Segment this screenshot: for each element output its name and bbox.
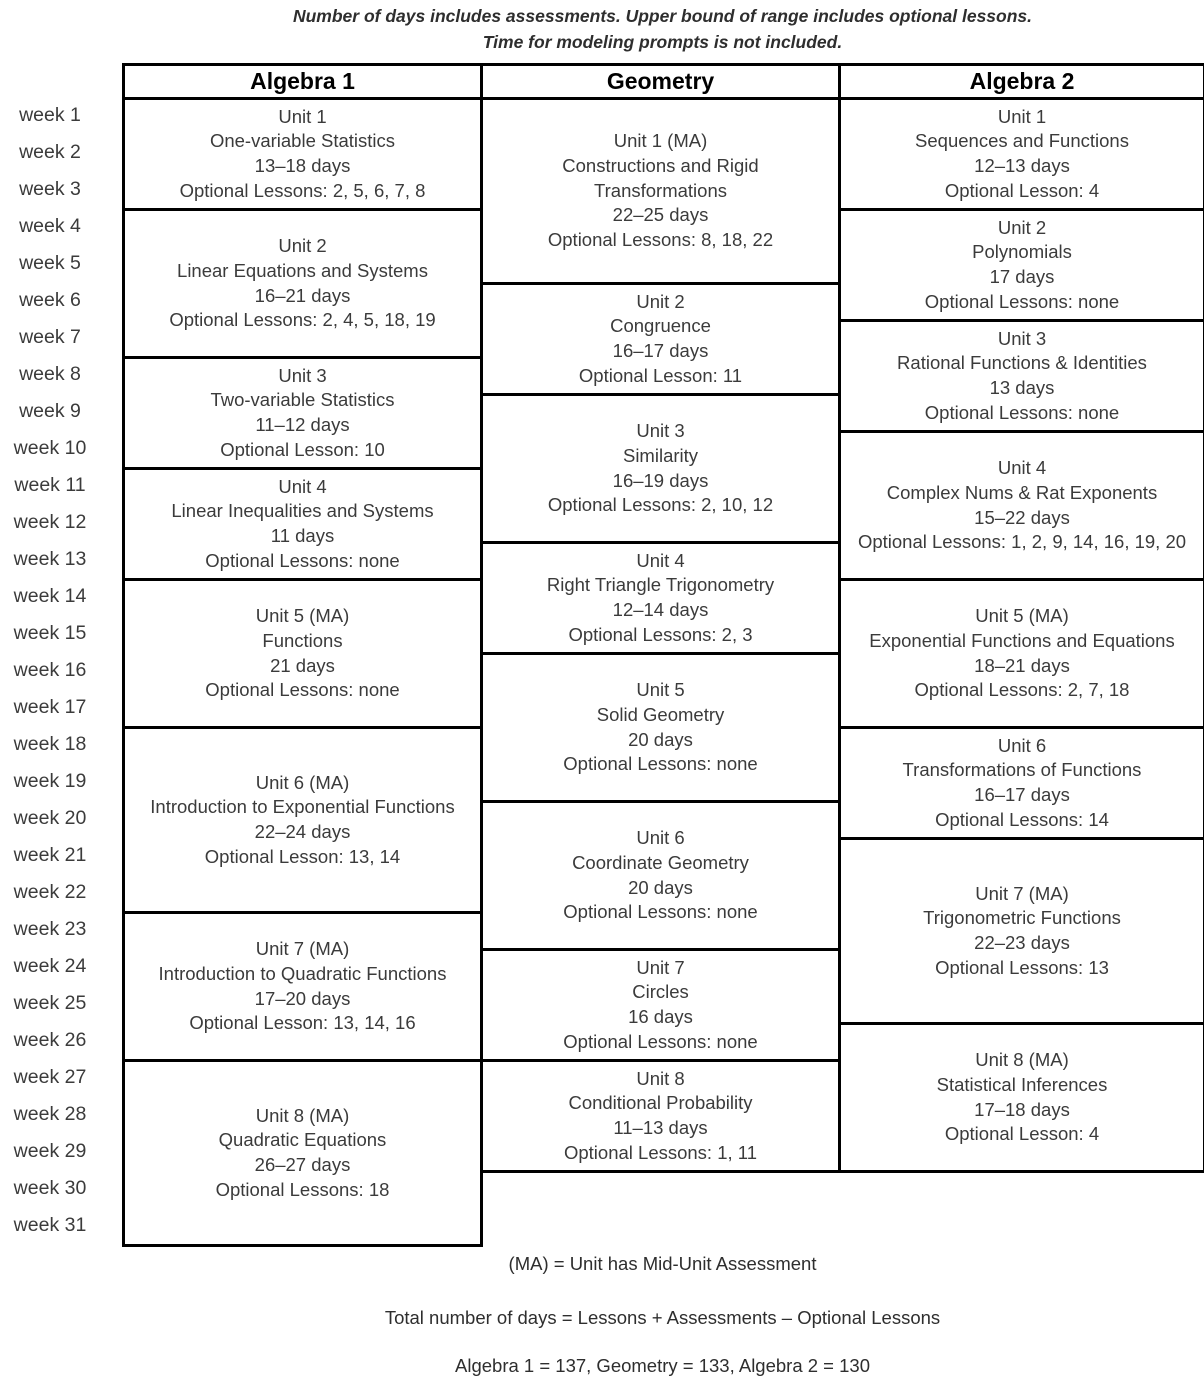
unit-cell xyxy=(480,97,841,285)
unit-title: Unit 7 (MA) xyxy=(975,882,1069,904)
unit-cell xyxy=(122,467,483,581)
unit-title: Unit 3 xyxy=(278,364,327,386)
course-totals: Algebra 1 = 137, Geometry = 133, Algebra 2 = 130 xyxy=(455,1355,870,1376)
unit-title: Unit 2 xyxy=(278,235,327,257)
unit-title: Unit 1 xyxy=(278,105,327,127)
unit-title: Unit 7 xyxy=(636,956,685,978)
unit-title: Unit 6 xyxy=(636,827,685,849)
unit-days: 16–21 days xyxy=(254,284,351,306)
unit-optional-lessons: Optional Lesson: 13, 14, 16 xyxy=(189,1012,416,1034)
column-header-label: Algebra 1 xyxy=(250,68,355,94)
column-header xyxy=(838,63,1204,100)
week-label: week 17 xyxy=(13,696,87,718)
unit-name: Congruence xyxy=(610,315,711,337)
unit-days: 22–25 days xyxy=(612,204,709,226)
unit-optional-lessons: Optional Lessons: none xyxy=(205,679,400,701)
unit-name: Right Triangle Trigonometry xyxy=(546,574,775,596)
unit-days: 12–13 days xyxy=(974,155,1070,176)
unit-name: Functions xyxy=(262,629,343,651)
unit-cell xyxy=(480,282,841,396)
unit-name: Introduction to Quadratic Functions xyxy=(158,962,447,984)
unit-title: Unit 4 xyxy=(278,475,327,497)
unit-title: Unit 3 xyxy=(997,327,1047,349)
unit-cell xyxy=(480,393,841,544)
unit-cell xyxy=(480,1059,841,1173)
column-header-label: Algebra 2 xyxy=(969,68,1075,94)
unit-cell xyxy=(122,578,483,729)
ma-legend: (MA) = Unit has Mid-Unit Assessment xyxy=(508,1253,817,1274)
unit-name: Statistical Inferences xyxy=(936,1073,1108,1095)
unit-name: Conditional Probability xyxy=(568,1092,753,1114)
unit-title: Unit 8 (MA) xyxy=(255,1104,350,1126)
top-note-line2: Time for modeling prompts is not included. xyxy=(482,32,843,52)
unit-optional-lessons: Optional Lesson: 10 xyxy=(220,438,385,460)
unit-cell xyxy=(838,319,1204,433)
unit-optional-lessons: Optional Lessons: 18 xyxy=(215,1178,390,1200)
unit-optional-lessons: Optional Lessons: 2, 10, 12 xyxy=(547,494,774,516)
unit-title: Unit 8 xyxy=(636,1067,685,1089)
unit-cell xyxy=(838,208,1204,322)
unit-optional-lessons: Optional Lessons: 2, 4, 5, 18, 19 xyxy=(169,309,436,331)
unit-optional-lessons: Optional Lessons: 14 xyxy=(935,808,1109,830)
column-header xyxy=(122,63,483,100)
unit-title: Unit 3 xyxy=(636,420,685,442)
unit-days: 17–18 days xyxy=(974,1098,1070,1120)
unit-days: 11–13 days xyxy=(613,1117,708,1138)
unit-days: 26–27 days xyxy=(254,1154,351,1175)
unit-days: 13–18 days xyxy=(254,155,351,176)
unit-cell xyxy=(838,578,1204,729)
unit-days: 20 days xyxy=(628,728,693,750)
unit-name: Linear Equations and Systems xyxy=(177,259,428,281)
unit-optional-lessons: Optional Lessons: none xyxy=(924,290,1120,312)
unit-optional-lessons: Optional Lessons: none xyxy=(563,1030,758,1052)
unit-cell xyxy=(122,208,483,359)
unit-optional-lessons: Optional Lessons: 8, 18, 22 xyxy=(547,229,774,251)
unit-optional-lessons: Optional Lessons: 1, 2, 9, 14, 16, 19, 20 xyxy=(857,531,1187,553)
unit-name: Circles xyxy=(632,981,689,1003)
unit-name: Similarity xyxy=(622,444,699,466)
week-label: week 25 xyxy=(13,992,87,1014)
unit-cell xyxy=(480,652,841,803)
unit-name: Rational Functions & Identities xyxy=(897,352,1147,374)
unit-title: Unit 5 (MA) xyxy=(975,605,1069,627)
unit-days: 13 days xyxy=(989,377,1055,398)
unit-name: Two-variable Statistics xyxy=(210,389,395,411)
unit-days: 17 days xyxy=(989,266,1055,287)
unit-name: Constructions and Rigid Transformations xyxy=(562,154,759,201)
unit-name: Solid Geometry xyxy=(596,703,725,725)
unit-cell xyxy=(838,1022,1204,1173)
unit-name: Introduction to Exponential Functions xyxy=(150,796,455,818)
unit-title: Unit 2 xyxy=(636,290,685,312)
unit-days: 15–22 days xyxy=(974,506,1070,528)
unit-title: Unit 8 (MA) xyxy=(975,1049,1069,1071)
unit-title: Unit 4 xyxy=(997,457,1047,479)
unit-cell xyxy=(122,97,483,211)
unit-name: Linear Inequalities and Systems xyxy=(171,500,434,522)
unit-days: 11 days xyxy=(270,525,335,546)
unit-optional-lessons: Optional Lesson: 4 xyxy=(944,179,1100,201)
unit-cell xyxy=(838,97,1204,211)
unit-title: Unit 2 xyxy=(997,216,1047,238)
unit-title: Unit 4 xyxy=(636,549,685,571)
unit-optional-lessons: Optional Lessons: none xyxy=(563,753,758,775)
week-label: week 12 xyxy=(13,511,87,533)
unit-days: 22–23 days xyxy=(974,932,1070,953)
week-label: week 5 xyxy=(19,252,81,274)
unit-title: Unit 6 (MA) xyxy=(255,771,350,793)
unit-name: Trigonometric Functions xyxy=(923,907,1121,929)
unit-name: One-variable Statistics xyxy=(209,130,396,152)
week-label: week 13 xyxy=(13,548,87,570)
unit-cell xyxy=(838,430,1204,581)
unit-days: 12–14 days xyxy=(612,599,709,620)
week-label: week 4 xyxy=(19,215,81,237)
unit-title: Unit 7 (MA) xyxy=(255,938,350,960)
total-days-formula: Total number of days = Lessons + Assessments – Optional Lessons xyxy=(384,1307,941,1328)
week-label: week 29 xyxy=(13,1140,87,1162)
unit-name: Complex Nums & Rat Exponents xyxy=(886,481,1158,503)
unit-days: 22–24 days xyxy=(254,821,351,842)
unit-optional-lessons: Optional Lesson: 13, 14 xyxy=(204,845,401,867)
week-label: week 9 xyxy=(19,400,81,422)
unit-optional-lessons: Optional Lessons: none xyxy=(205,549,400,571)
unit-optional-lessons: Optional Lessons: 13 xyxy=(935,956,1109,978)
unit-cell xyxy=(122,911,483,1062)
week-label: week 30 xyxy=(13,1177,87,1199)
unit-optional-lessons: Optional Lessons: 2, 7, 18 xyxy=(914,679,1130,701)
week-label: week 31 xyxy=(13,1214,87,1236)
unit-title: Unit 5 xyxy=(636,679,685,701)
unit-days: 11–12 days xyxy=(255,414,350,435)
unit-name: Quadratic Equations xyxy=(218,1129,387,1151)
unit-cell xyxy=(838,726,1204,840)
week-label: week 8 xyxy=(19,363,81,385)
unit-name: Transformations of Functions xyxy=(902,759,1142,781)
unit-days: 17–20 days xyxy=(254,987,351,1009)
unit-cell xyxy=(480,541,841,655)
unit-cell xyxy=(480,948,841,1062)
unit-title: Unit 1 (MA) xyxy=(613,130,708,152)
unit-title: Unit 1 xyxy=(997,105,1047,127)
unit-cell xyxy=(122,726,483,914)
unit-days: 21 days xyxy=(270,654,335,676)
week-label: week 7 xyxy=(19,326,81,348)
column-header xyxy=(480,63,841,100)
column-header-label: Geometry xyxy=(606,68,715,94)
week-label: week 10 xyxy=(13,437,87,459)
unit-cell xyxy=(122,1059,483,1247)
week-label: week 21 xyxy=(13,844,87,866)
week-label: week 18 xyxy=(13,733,87,755)
unit-days: 18–21 days xyxy=(974,654,1070,676)
week-label: week 16 xyxy=(13,659,87,681)
unit-name: Exponential Functions and Equations xyxy=(869,629,1175,651)
unit-name: Coordinate Geometry xyxy=(572,851,749,873)
week-label: week 11 xyxy=(14,474,86,496)
unit-optional-lessons: Optional Lessons: 2, 5, 6, 7, 8 xyxy=(179,179,426,201)
unit-optional-lessons: Optional Lessons: 1, 11 xyxy=(563,1141,757,1163)
week-label: week 1 xyxy=(19,104,81,126)
unit-name: Sequences and Functions xyxy=(915,130,1129,152)
week-label: week 24 xyxy=(13,955,87,977)
week-label: week 15 xyxy=(13,622,87,644)
unit-name: Polynomials xyxy=(972,241,1072,263)
unit-optional-lessons: Optional Lessons: none xyxy=(563,901,758,923)
week-label: week 14 xyxy=(13,585,87,607)
unit-days: 20 days xyxy=(628,876,693,898)
unit-title: Unit 6 xyxy=(997,734,1047,756)
week-label: week 2 xyxy=(19,141,81,163)
week-label: week 27 xyxy=(13,1066,87,1088)
week-label: week 6 xyxy=(19,289,81,311)
week-label: week 20 xyxy=(13,807,87,829)
unit-cell xyxy=(480,800,841,951)
unit-cell xyxy=(122,356,483,470)
unit-optional-lessons: Optional Lesson: 4 xyxy=(944,1123,1100,1145)
top-note-line1: Number of days includes assessments. Upper bound of range includes optional lessons. xyxy=(292,6,1033,26)
week-label: week 3 xyxy=(19,178,81,200)
week-label: week 28 xyxy=(13,1103,87,1125)
unit-optional-lessons: Optional Lessons: none xyxy=(924,401,1120,423)
unit-days: 16–17 days xyxy=(974,784,1070,805)
unit-title: Unit 5 (MA) xyxy=(255,605,350,627)
unit-optional-lessons: Optional Lessons: 2, 3 xyxy=(568,623,753,645)
unit-days: 16 days xyxy=(628,1006,693,1027)
week-label: week 26 xyxy=(13,1029,87,1051)
unit-days: 16–17 days xyxy=(612,340,709,361)
week-label: week 19 xyxy=(13,770,87,792)
week-label: week 23 xyxy=(13,918,87,940)
unit-days: 16–19 days xyxy=(612,469,709,491)
week-label: week 22 xyxy=(13,881,87,903)
unit-optional-lessons: Optional Lesson: 11 xyxy=(578,364,743,386)
unit-cell xyxy=(838,837,1204,1025)
